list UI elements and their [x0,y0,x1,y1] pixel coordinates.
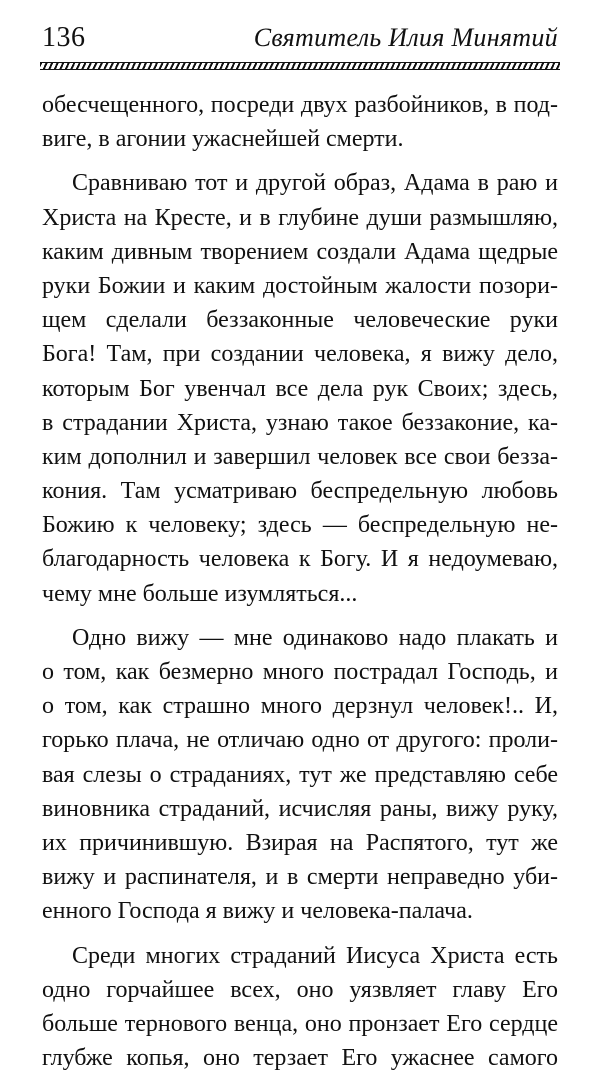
text-line: о том, как безмерно много пострадал Господь, и [42,655,558,689]
text-line: енного Господа я вижу и человека-палача. [42,894,558,928]
text-line: вая слезы о страданиях, тут же представляю себе [42,758,558,792]
text-line: кония. Там усматриваю беспредельную любовь [42,474,558,508]
text-line: Среди многих страданий Иисуса Христа есть [42,939,558,973]
paragraph-3 [42,621,558,929]
running-title: Святитель Илия Минятий [254,22,558,54]
text-line: каким дивным творением создали Адама щедрые [42,235,558,269]
text-line: виновника страданий, исчисляя раны, вижу руку, [42,792,558,826]
text-line: которым Бог увенчал все дела рук Своих; здесь, [42,372,558,406]
text-line: в страдании Христа, узнаю такое беззаконие, ка- [42,406,558,440]
text-line: благодарность человека к Богу. И я недоумеваю, [42,542,558,576]
text-line: Христа на Кресте, и в глубине души размышляю, [42,201,558,235]
decorative-rule [40,62,560,70]
body-text [42,88,558,1075]
text-line: их причинившую. Взирая на Распятого, тут же [42,826,558,860]
text-line: чему мне больше изумляться... [42,577,558,611]
text-line: руки Божии и каким достойным жалости позори- [42,269,558,303]
text-line: ким дополнил и завершил человек все свои безза- [42,440,558,474]
text-line: одно горчайшее всех, оно уязвляет главу Его [42,973,558,1007]
text-line: больше тернового венца, оно пронзает Его сердце [42,1007,558,1041]
paragraph-1 [42,88,558,156]
text-line: обесчещенного, посреди двух разбойников, в под- [42,88,558,122]
page-number: 136 [42,22,86,54]
paragraph-4 [42,939,558,1075]
text-line: Бога! Там, при создании человека, я вижу дело, [42,337,558,371]
text-line: о том, как страшно много дерзнул человек!.. И, [42,689,558,723]
text-line: виге, в агонии ужаснейшей смерти. [42,122,558,156]
text-line: Божию к человеку; здесь — беспредельную не- [42,508,558,542]
paragraph-2 [42,166,558,610]
text-line: вижу и распинателя, и в смерти неправедно уби- [42,860,558,894]
text-line: Одно вижу — мне одинаково надо плакать и [42,621,558,655]
text-line: горько плача, не отличаю одно от другого: проли- [42,723,558,757]
page-header [42,20,558,56]
text-line: Сравниваю тот и другой образ, Адама в раю и [42,166,558,200]
text-line: глубже копья, оно терзает Его ужаснее самого [42,1041,558,1075]
text-line: щем сделали беззаконные человеческие руки [42,303,558,337]
